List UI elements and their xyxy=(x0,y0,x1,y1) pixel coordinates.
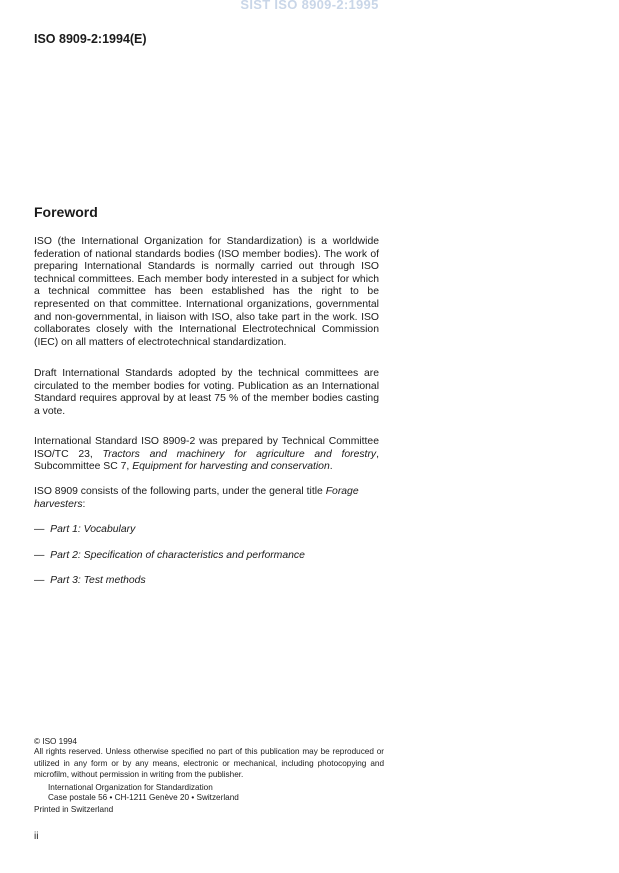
paragraph-3-middle: , Subcommittee SC 7, xyxy=(34,448,379,473)
part-label: Part 2: Specification of characteristics and performance xyxy=(50,550,305,561)
paragraph-1: ISO (the International Organization for Standardization) is a worldwide federation of national standards bodies (ISO member bodies). The work of preparing International Standards is normally carried out through ISO technical committees. Each member body interested in a subject for which a technical committee has been established has the right to be represented on that committee. International organizations, governmental and non-governmental, in liaison with ISO, also take part in the work. ISO collaborates closely with the International Electrotechnical Commission (IEC) on all matters of electrotechnical standardization. xyxy=(34,236,379,348)
paragraph-3 xyxy=(34,436,379,474)
paragraph-3-prefix: International Standard ISO 8909-2 was prepared by Technical Committee ISO/TC 23, xyxy=(34,436,379,460)
paragraph-4-prefix: ISO 8909 consists of the following parts, under the general title xyxy=(34,486,326,497)
part-label: Part 1: Vocabulary xyxy=(50,524,136,535)
paragraph-4 xyxy=(34,486,379,511)
list-item xyxy=(34,575,379,588)
paragraph-4-general-title: Forage harvesters xyxy=(34,486,359,510)
document-id: ISO 8909-2:1994(E) xyxy=(34,32,147,46)
list-dash: — xyxy=(34,550,45,561)
section-heading-foreword: Foreword xyxy=(34,204,98,220)
list-item xyxy=(34,524,379,537)
publisher-address: Case postale 56 • CH-1211 Genève 20 • Switzerland xyxy=(48,793,239,802)
paragraph-3-committee-title: Tractors and machinery for agriculture and forestry xyxy=(102,448,377,460)
paragraph-3-subcommittee-title: Equipment for harvesting and conservation xyxy=(132,461,330,473)
paragraph-2: Draft International Standards adopted by the technical committees are circulated to the member bodies for voting. Publication as an International Standard requires approval by at least 75 % of the member bodies casting a vote. xyxy=(34,368,379,417)
copyright-notice: All rights reserved. Unless otherwise specified no part of this publication may be reproduced or utilized in any form or by any means, electronic or mechanical, including photocopying and microfilm, without permission in writing from the publisher. xyxy=(34,747,384,779)
page-number: ii xyxy=(34,831,39,842)
copyright-line: © ISO 1994 xyxy=(34,737,77,746)
list-item xyxy=(34,550,379,563)
paragraph-4-suffix: : xyxy=(82,498,86,510)
part-label: Part 3: Test methods xyxy=(50,575,146,586)
publisher-name: International Organization for Standardization xyxy=(48,783,213,792)
list-dash: — xyxy=(34,524,45,535)
paragraph-3-suffix: . xyxy=(329,461,333,473)
watermark: SIST ISO 8909-2:1995 xyxy=(240,0,379,12)
list-dash: — xyxy=(34,575,45,586)
printed-in: Printed in Switzerland xyxy=(34,805,114,814)
